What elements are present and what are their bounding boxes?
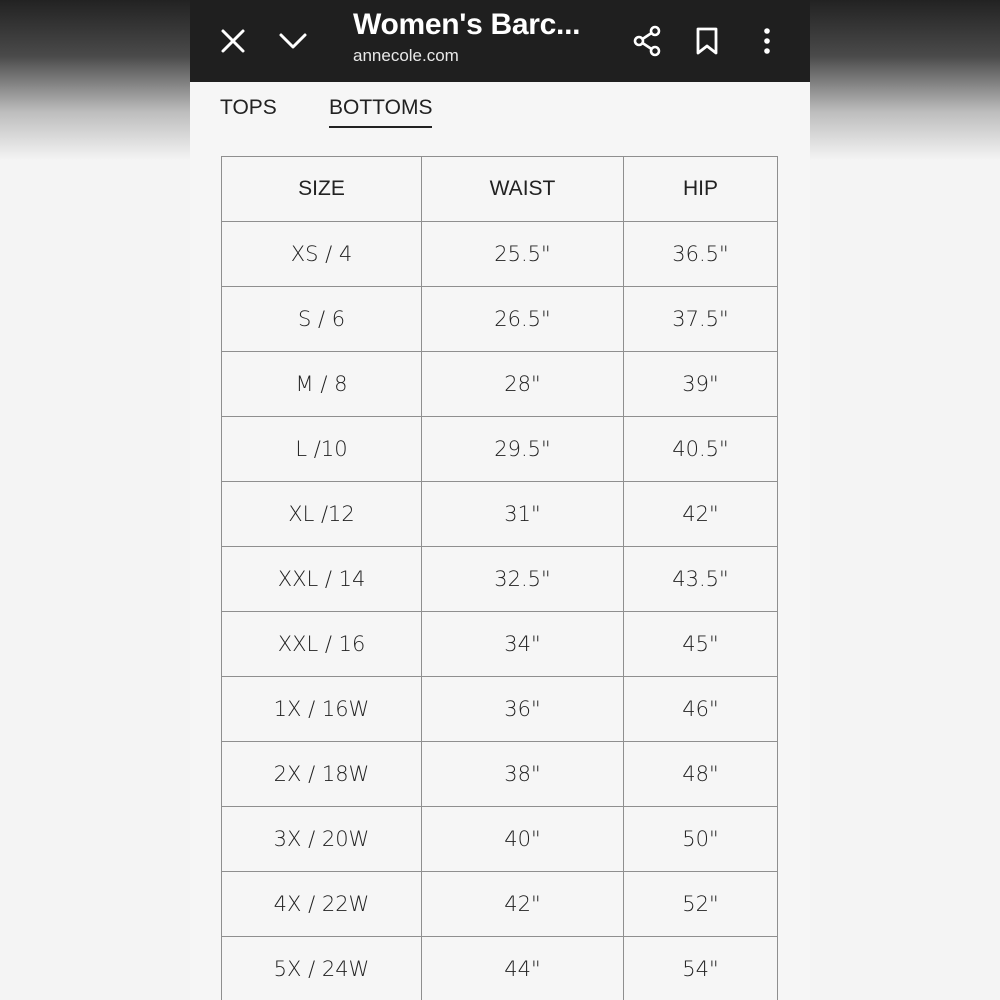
table-row: [222, 222, 778, 287]
waist-cell: 42": [422, 872, 624, 937]
table-row: [222, 872, 778, 937]
hip-cell: 43.5": [624, 547, 778, 612]
background-left: [0, 0, 190, 160]
table-row: [222, 352, 778, 417]
table-row: [222, 937, 778, 1000]
hip-cell: 45": [624, 612, 778, 677]
size-chart-tabs: [190, 82, 810, 138]
share-icon: [632, 25, 662, 57]
column-header-size: SIZE: [222, 157, 422, 222]
collapse-button[interactable]: [267, 0, 319, 82]
bookmark-button[interactable]: [681, 0, 733, 82]
size-cell: XXL / 16: [222, 612, 422, 677]
table-row: [222, 742, 778, 807]
close-button[interactable]: [207, 0, 259, 82]
page-domain: annecole.com: [353, 46, 459, 65]
table-row: [222, 482, 778, 547]
hip-cell: 52": [624, 872, 778, 937]
size-cell: XS / 4: [222, 222, 422, 287]
chevron-down-icon: [278, 31, 308, 51]
hip-cell: 37.5": [624, 287, 778, 352]
hip-cell: 39": [624, 352, 778, 417]
hip-cell: 36.5": [624, 222, 778, 287]
size-cell: 2X / 18W: [222, 742, 422, 807]
title-block: [353, 6, 613, 66]
more-options-button[interactable]: [741, 0, 793, 82]
close-icon: [220, 28, 246, 54]
size-cell: 5X / 24W: [222, 937, 422, 1000]
waist-cell: 28": [422, 352, 624, 417]
waist-cell: 38": [422, 742, 624, 807]
table-row: [222, 677, 778, 742]
more-vert-icon: [762, 27, 772, 55]
browser-page: [190, 0, 810, 1000]
hip-cell: 46": [624, 677, 778, 742]
waist-cell: 29.5": [422, 417, 624, 482]
column-header-hip: HIP: [624, 157, 778, 222]
tab-tops[interactable]: TOPS: [220, 96, 277, 119]
size-cell: XXL / 14: [222, 547, 422, 612]
bookmark-icon: [695, 26, 719, 56]
page-title: Women's Barc...: [353, 8, 581, 41]
size-cell: M / 8: [222, 352, 422, 417]
waist-cell: 44": [422, 937, 624, 1000]
waist-cell: 25.5": [422, 222, 624, 287]
waist-cell: 26.5": [422, 287, 624, 352]
table-row: [222, 417, 778, 482]
size-cell: L /10: [222, 417, 422, 482]
size-cell: XL /12: [222, 482, 422, 547]
waist-cell: 40": [422, 807, 624, 872]
column-header-waist: WAIST: [422, 157, 624, 222]
waist-cell: 36": [422, 677, 624, 742]
tab-bottoms[interactable]: BOTTOMS: [329, 96, 432, 128]
table-row: [222, 287, 778, 352]
size-cell: 1X / 16W: [222, 677, 422, 742]
hip-cell: 48": [624, 742, 778, 807]
size-cell: S / 6: [222, 287, 422, 352]
table-row: [222, 807, 778, 872]
share-button[interactable]: [621, 0, 673, 82]
waist-cell: 31": [422, 482, 624, 547]
hip-cell: 54": [624, 937, 778, 1000]
size-cell: 3X / 20W: [222, 807, 422, 872]
table-row: [222, 547, 778, 612]
size-chart-table: [221, 156, 778, 1000]
hip-cell: 50": [624, 807, 778, 872]
custom-tab-toolbar: [190, 0, 810, 82]
hip-cell: 42": [624, 482, 778, 547]
hip-cell: 40.5": [624, 417, 778, 482]
waist-cell: 34": [422, 612, 624, 677]
waist-cell: 32.5": [422, 547, 624, 612]
size-cell: 4X / 22W: [222, 872, 422, 937]
background-right: [810, 0, 1000, 160]
table-header-row: [222, 157, 778, 222]
table-row: [222, 612, 778, 677]
